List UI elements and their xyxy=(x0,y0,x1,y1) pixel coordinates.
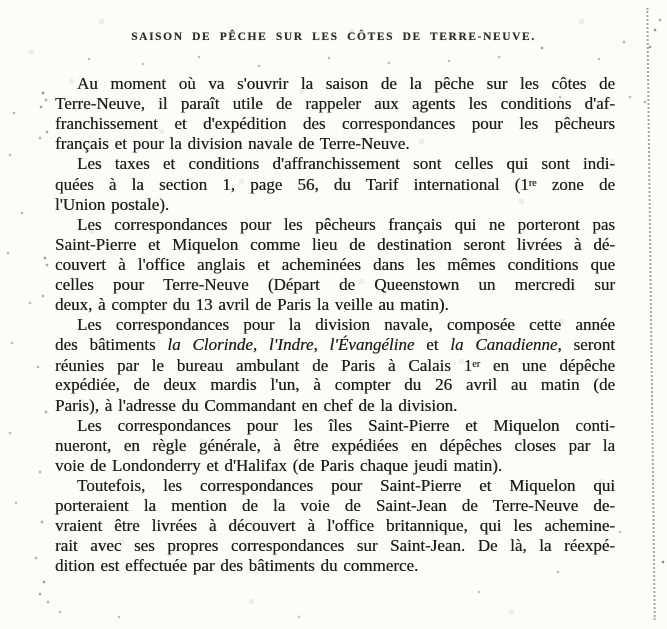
superscript: er xyxy=(472,359,481,371)
paragraph xyxy=(55,74,615,154)
text-line: Les taxes et conditions d'affranchissement sont celles qui sont indi- xyxy=(77,154,615,174)
text-line: Saint-Pierre et Miquelon comme lieu de destination seront livrées à dé- xyxy=(55,234,615,254)
text-line: voie de Londonderry et d'Halifax (de Paris chaque jeudi matin). xyxy=(55,455,503,475)
text-line: Toutefois, les correspondances pour Saint-Pierre et Miquelon qui xyxy=(77,475,615,495)
text-line: Paris), à l'adresse du Commandant en chef de la division. xyxy=(55,395,458,415)
text-line: nueront, en règle générale, à être expédiées en dépêches closes par la xyxy=(55,435,615,455)
paragraph xyxy=(55,476,615,576)
ship-name: la Clorinde xyxy=(167,335,253,355)
text-line xyxy=(55,174,615,194)
ship-name: l'Indre xyxy=(268,335,314,355)
page-edge-dotted-line xyxy=(646,8,655,620)
text-run: quées à la section 1, page 56, du Tarif international (1 xyxy=(55,175,529,195)
text-line xyxy=(55,335,615,355)
superscript: re xyxy=(528,178,537,190)
text-line xyxy=(55,355,615,375)
text-run: seront xyxy=(561,335,616,355)
text-line: rait avec ses propres correspondances sur Saint-Jean. De là, la réexpé- xyxy=(55,536,615,556)
text-run: des bâtiments xyxy=(55,335,168,355)
text-line: couvert à l'office anglais et acheminées dans les mêmes conditions que xyxy=(55,254,615,274)
paragraph xyxy=(55,416,615,476)
text-line: Les correspondances pour les îles Saint-Pierre et Miquelon conti- xyxy=(77,415,615,435)
ship-name: l'Évangéline xyxy=(329,335,415,355)
text-line: porteraient la mention de la voie de Saint-Jean de Terre-Neuve de- xyxy=(55,495,615,515)
text-run: et xyxy=(414,335,451,355)
document-title: SAISON DE PÊCHE SUR LES CÔTES DE TERRE-NEUVE. xyxy=(131,31,536,43)
text-run: réunies par le bureau ambulant de Paris à Calais 1 xyxy=(55,356,473,376)
text-run: , xyxy=(252,335,269,355)
scan-noise-dark xyxy=(0,0,2,2)
text-line: celles pour Terre-Neuve (Départ de Queenstown un mercredi sur xyxy=(55,274,615,294)
text-line: l'Union postale). xyxy=(55,194,170,214)
text-line: vraient être livrées à découvert à l'office britannique, qui les achemine- xyxy=(55,516,615,536)
text-line: franchissement et d'expédition des correspondances pour les pêcheurs xyxy=(55,114,615,134)
text-line: français et pour la division navale de Terre-Neuve. xyxy=(55,134,410,154)
text-run: zone de xyxy=(536,175,615,195)
ship-name: la Canadienne, xyxy=(450,335,562,355)
text-line: expédiée, de deux mardis l'un, à compter du 26 avril au matin (de xyxy=(55,375,615,395)
document-body xyxy=(55,74,615,576)
paragraph xyxy=(55,154,615,214)
text-line: Les correspondances pour la division navale, composée cette année xyxy=(77,315,615,335)
text-line: dition est effectuée par des bâtiments du commerce. xyxy=(55,556,419,576)
text-line: Au moment où va s'ouvrir la saison de la pêche sur les côtes de xyxy=(77,74,615,93)
text-run: en une dépêche xyxy=(480,356,615,376)
paragraph xyxy=(55,315,615,415)
paragraph xyxy=(55,215,615,315)
text-run: , xyxy=(313,335,330,355)
text-line: Terre-Neuve, il paraît utile de rappeler aux agents les conditions d'af- xyxy=(55,94,615,114)
text-line: Les correspondances pour les pêcheurs français qui ne porteront pas xyxy=(77,214,615,234)
text-line: deux, à compter du 13 avril de Paris la veille au matin). xyxy=(55,295,449,315)
